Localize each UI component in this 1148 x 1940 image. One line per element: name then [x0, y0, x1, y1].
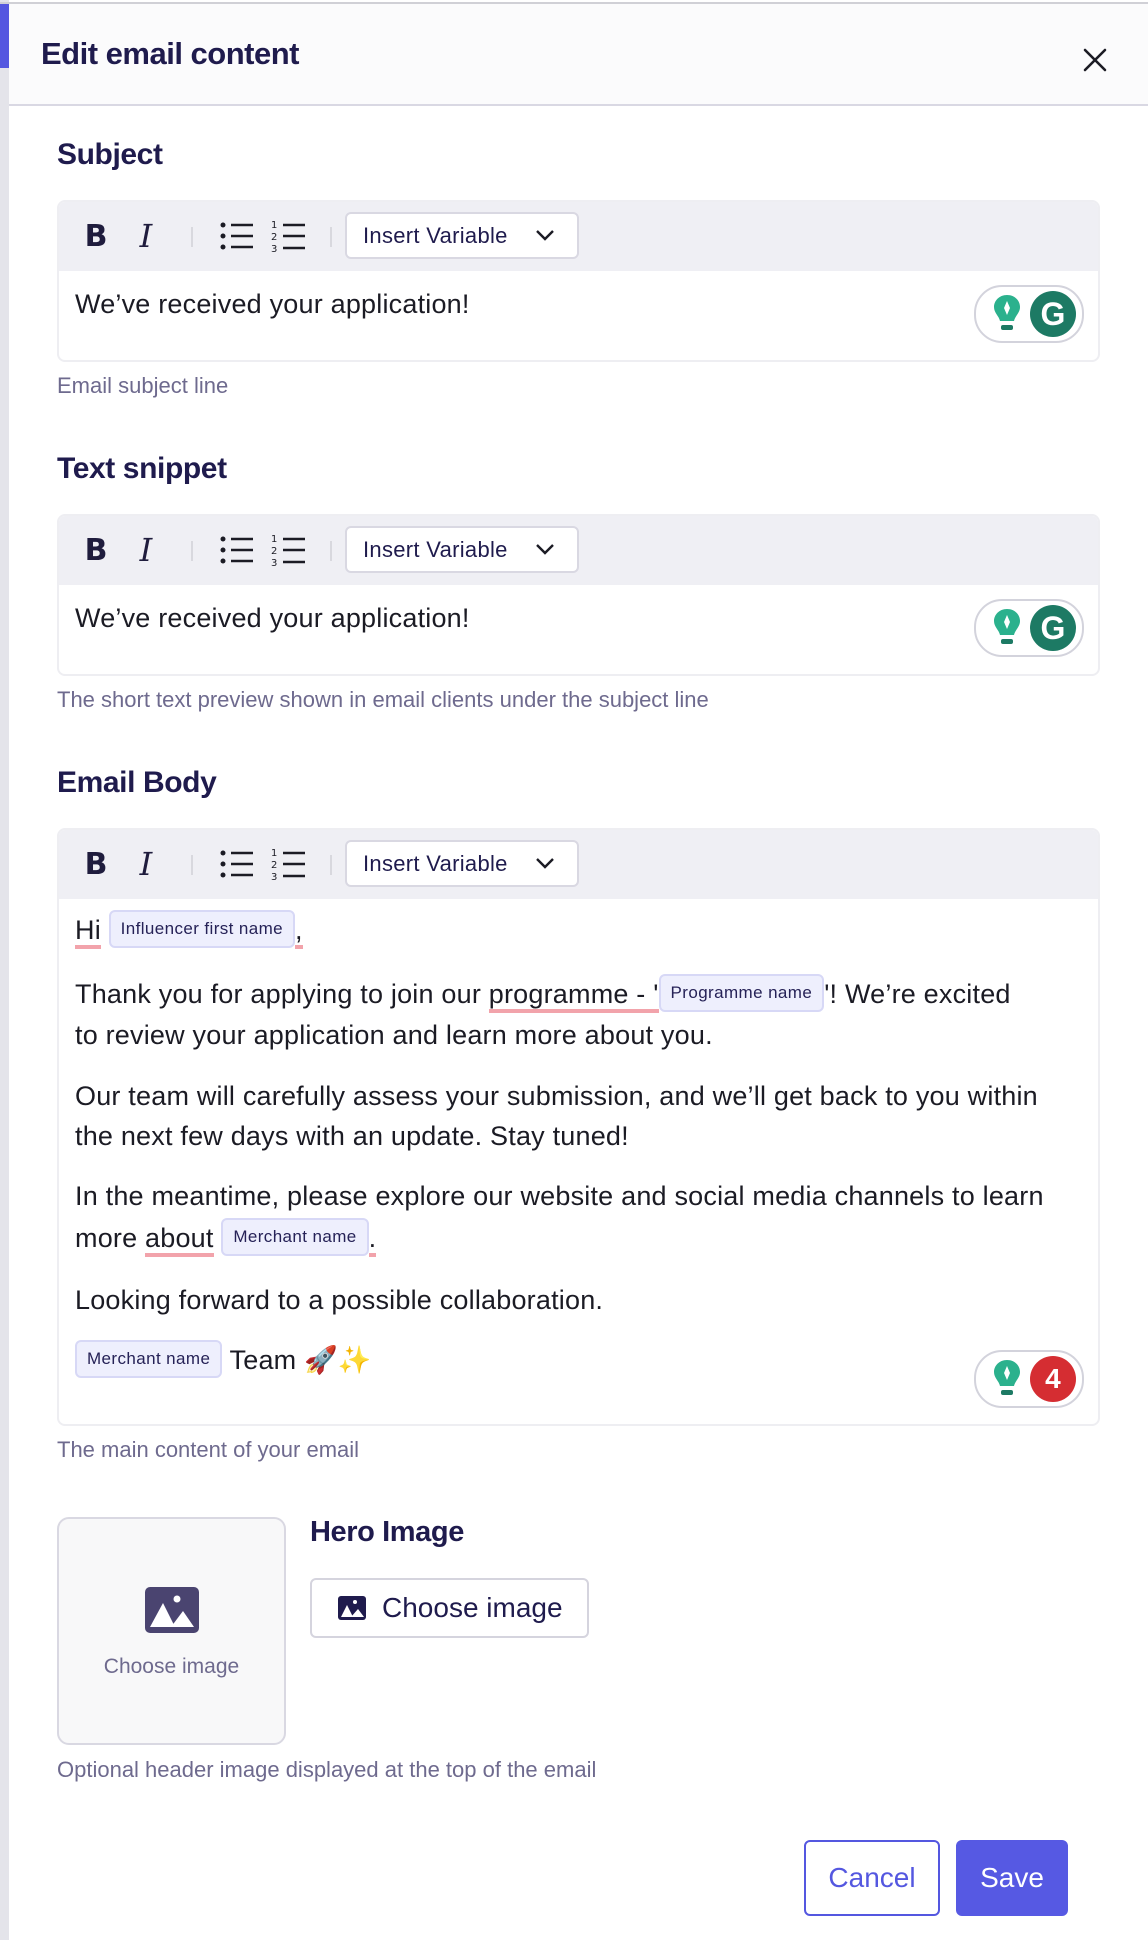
grammarly-widget[interactable] — [974, 1350, 1084, 1408]
bullet-list-icon — [219, 848, 255, 880]
body-editor — [57, 828, 1100, 1426]
insert-variable-dropdown[interactable] — [345, 212, 579, 259]
body-text: Thank you for applying to join our — [75, 979, 489, 1010]
body-helper: The main content of your email — [57, 1437, 360, 1462]
numbered-list-icon — [271, 218, 307, 254]
divider — [191, 855, 193, 875]
save-button[interactable]: Save — [956, 1840, 1068, 1916]
image-icon — [145, 1587, 199, 1633]
insert-variable-label: Insert Variable — [363, 536, 508, 562]
lightbulb-icon — [992, 607, 1022, 649]
body-line — [75, 1221, 376, 1259]
dialog-header — [9, 4, 1148, 106]
svg-text:3: 3 — [271, 244, 278, 254]
grammarly-widget[interactable] — [974, 285, 1084, 343]
snippet-input[interactable] — [59, 585, 1098, 676]
snippet-editor — [57, 514, 1100, 676]
insert-variable-dropdown[interactable] — [345, 840, 579, 887]
choose-image-button[interactable] — [310, 1578, 589, 1638]
close-icon[interactable] — [1075, 40, 1115, 80]
dropzone-label: Choose image — [103, 1655, 240, 1678]
insert-variable-label: Insert Variable — [363, 850, 508, 876]
svg-text:2: 2 — [271, 860, 278, 871]
bold-button[interactable]: B — [84, 218, 108, 254]
svg-text:1: 1 — [271, 848, 278, 859]
close-button[interactable] — [1075, 40, 1115, 80]
background-accent — [0, 4, 9, 68]
spelling-flag-text[interactable]: about — [145, 1223, 214, 1257]
svg-text:2: 2 — [271, 232, 278, 243]
bullet-list-button[interactable] — [217, 532, 257, 568]
svg-text:3: 3 — [271, 872, 278, 882]
body-text: more — [75, 1223, 146, 1254]
body-line — [75, 1343, 372, 1381]
subject-toolbar — [59, 202, 1098, 271]
variable-chip[interactable]: Programme name — [659, 974, 825, 1012]
grammarly-icon: G — [1030, 291, 1076, 337]
svg-text:3: 3 — [271, 558, 278, 568]
choose-image-label: Choose image — [382, 1592, 563, 1623]
body-line — [75, 913, 303, 951]
grammarly-widget[interactable] — [974, 599, 1084, 657]
numbered-list-icon — [271, 532, 307, 568]
body-text: '! We’re excited — [824, 979, 1011, 1010]
subject-heading: Subject — [57, 138, 163, 171]
snippet-toolbar — [59, 516, 1098, 585]
divider — [330, 855, 332, 875]
italic-button[interactable]: I — [139, 217, 153, 255]
comma-text: , — [295, 915, 303, 949]
svg-text:1: 1 — [271, 220, 278, 231]
grammarly-icon: G — [1030, 605, 1076, 651]
bullet-list-button[interactable] — [217, 846, 257, 882]
lightbulb-icon — [992, 1358, 1022, 1400]
dialog-title: Edit email content — [41, 36, 299, 71]
body-line: Our team will carefully assess your submission, and we’ll get back to you within — [75, 1081, 1038, 1111]
spelling-flag-text[interactable]: programme - ' — [489, 979, 659, 1013]
divider — [330, 541, 332, 561]
snippet-text: We’ve received your application! — [75, 603, 470, 633]
body-line: In the meantime, please explore our website and social media channels to learn — [75, 1181, 1044, 1211]
cancel-button[interactable]: Cancel — [804, 1840, 940, 1916]
variable-chip[interactable]: Merchant name — [221, 1218, 368, 1256]
svg-text:2: 2 — [271, 546, 278, 557]
divider — [330, 227, 332, 247]
grammarly-issue-count: 4 — [1030, 1356, 1076, 1402]
subject-text: We’ve received your application! — [75, 289, 470, 319]
insert-variable-dropdown[interactable] — [345, 526, 579, 573]
subject-helper: Email subject line — [57, 373, 229, 398]
bullet-list-icon — [219, 220, 255, 252]
svg-text:1: 1 — [271, 534, 278, 545]
snippet-helper: The short text preview shown in email clients under the subject line — [57, 687, 709, 712]
italic-button[interactable]: I — [139, 531, 153, 569]
body-heading: Email Body — [57, 766, 217, 799]
variable-chip[interactable]: Influencer first name — [109, 910, 295, 948]
bullet-list-icon — [219, 534, 255, 566]
hero-image-dropzone[interactable] — [57, 1517, 286, 1745]
greeting-text: Hi — [75, 915, 101, 949]
image-icon — [338, 1596, 366, 1620]
body-line: Looking forward to a possible collaboration. — [75, 1285, 604, 1315]
numbered-list-button[interactable] — [269, 532, 309, 568]
hero-heading: Hero Image — [310, 1516, 464, 1548]
subject-input[interactable] — [59, 271, 1098, 362]
hero-helper: Optional header image displayed at the top of the email — [57, 1757, 597, 1782]
bold-button[interactable]: B — [84, 846, 108, 882]
bold-button[interactable]: B — [84, 532, 108, 568]
body-toolbar — [59, 830, 1098, 899]
divider — [191, 227, 193, 247]
subject-editor — [57, 200, 1100, 362]
bullet-list-button[interactable] — [217, 218, 257, 254]
chevron-down-icon — [535, 542, 555, 556]
italic-button[interactable]: I — [139, 845, 153, 883]
numbered-list-button[interactable] — [269, 218, 309, 254]
insert-variable-label: Insert Variable — [363, 222, 508, 248]
snippet-heading: Text snippet — [57, 452, 227, 485]
divider — [191, 541, 193, 561]
chevron-down-icon — [535, 856, 555, 870]
chevron-down-icon — [535, 228, 555, 242]
body-line — [75, 977, 1011, 1015]
body-input[interactable] — [59, 899, 1098, 1424]
body-line: the next few days with an update. Stay tuned! — [75, 1121, 629, 1151]
lightbulb-icon — [992, 293, 1022, 335]
body-text: Team 🚀✨ — [229, 1345, 372, 1376]
body-line: to review your application and learn more about you. — [75, 1020, 713, 1050]
variable-chip[interactable]: Merchant name — [75, 1340, 222, 1378]
body-text: . — [369, 1223, 377, 1257]
numbered-list-icon — [271, 846, 307, 882]
numbered-list-button[interactable] — [269, 846, 309, 882]
background-page-edge — [0, 0, 9, 1940]
